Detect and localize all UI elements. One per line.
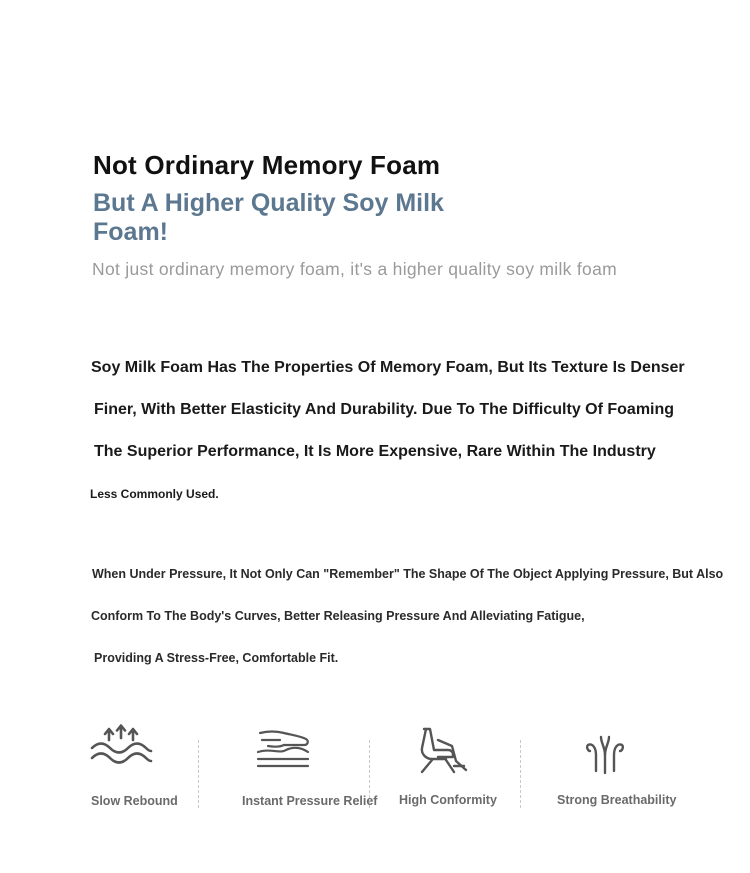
feature-label-strong-breathability: Strong Breathability bbox=[557, 793, 677, 807]
page-subtitle: But A Higher Quality Soy Milk Foam! bbox=[93, 189, 444, 246]
pressure-line-3: Providing A Stress-Free, Comfortable Fit. bbox=[94, 651, 339, 665]
description-line-1: Soy Milk Foam Has The Properties Of Memory Foam, But Its Texture Is Denser bbox=[91, 359, 685, 376]
chair-icon bbox=[418, 726, 470, 776]
description-line-4: Less Commonly Used. bbox=[90, 487, 219, 501]
feature-label-instant-pressure-relief: Instant Pressure Relief bbox=[242, 794, 378, 808]
pressure-line-2: Conform To The Body's Curves, Better Releasing Pressure And Alleviating Fatigue, bbox=[91, 609, 585, 623]
feature-label-slow-rebound: Slow Rebound bbox=[91, 794, 178, 808]
slow-rebound-icon bbox=[88, 722, 154, 768]
description-line-3: The Superior Performance, It Is More Expensive, Rare Within The Industry bbox=[94, 443, 656, 460]
page-title: Not Ordinary Memory Foam bbox=[93, 150, 441, 180]
feature-label-high-conformity: High Conformity bbox=[399, 793, 497, 807]
divider bbox=[520, 740, 521, 808]
pressure-line-1: When Under Pressure, It Not Only Can "Remember" The Shape Of The Object Applying Pressure, But Also bbox=[92, 567, 724, 581]
divider bbox=[198, 740, 199, 808]
hand-press-icon bbox=[254, 726, 312, 770]
divider bbox=[369, 740, 370, 808]
tagline: Not just ordinary memory foam, it's a higher quality soy milk foam bbox=[92, 259, 617, 279]
breathability-icon bbox=[584, 733, 626, 775]
description-line-2: Finer, With Better Elasticity And Durability. Due To The Difficulty Of Foaming bbox=[94, 401, 675, 418]
